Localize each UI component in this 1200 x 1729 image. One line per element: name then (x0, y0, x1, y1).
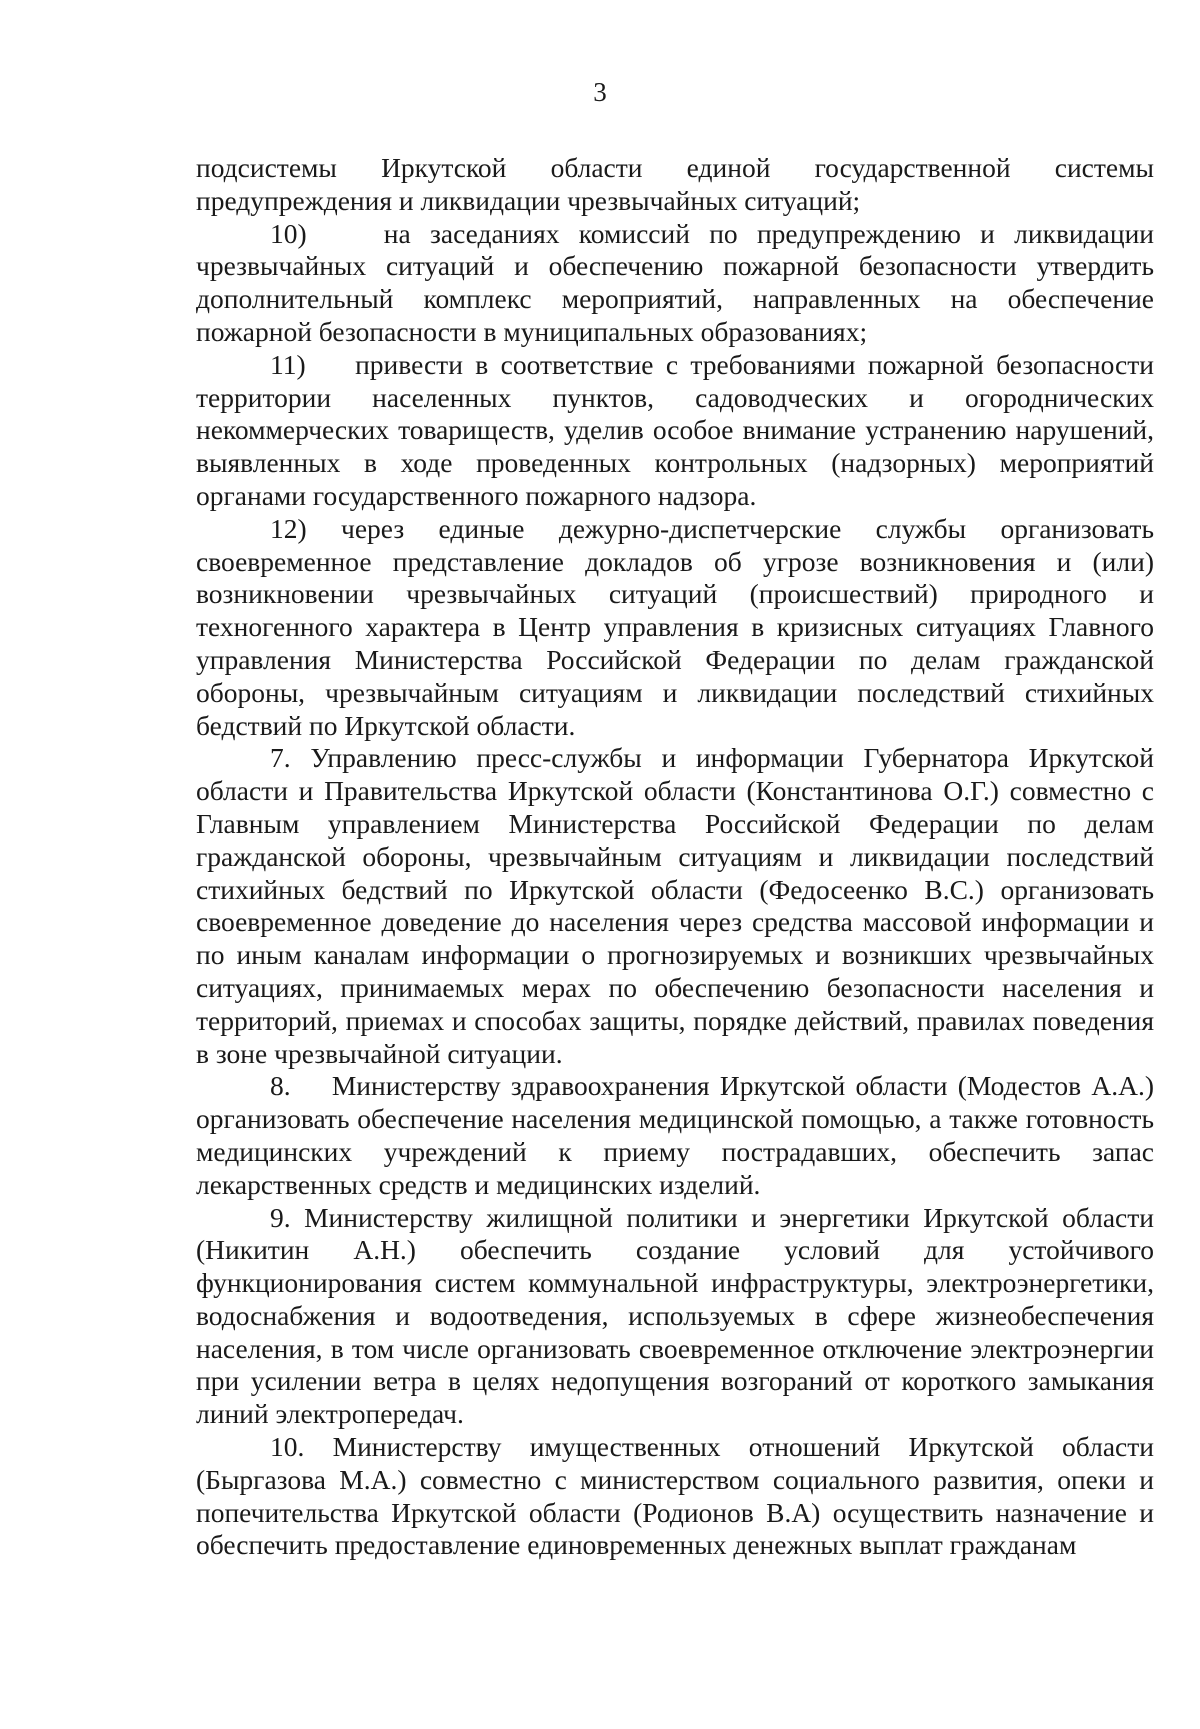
paragraph-continuation: подсистемы Иркутской области единой государственной системы предупреждения и ликвидации чрезвычайных ситуаций; (196, 152, 1154, 216)
page-number: 3 (593, 77, 607, 107)
paragraph-item-10: 10) на заседаниях комиссий по предупреждению и ликвидации чрезвычайных ситуаций и обеспечению пожарной безопасности утвердить дополнительный комплекс мероприятий, направленных на обеспечение пожарной безопасности в муниципальных образованиях; (196, 217, 1154, 347)
document-body (196, 152, 1154, 1562)
paragraph-section-7: 7. Управлению пресс-службы и информации Губернатора Иркутской области и Правительства Иркутской области (Константинова О.Г.) совместно с Главным управлением Министерства Российской Федерации по делам гражданской обороны, чрезвычайным ситуациям и ликвидации последствий стихийных бедствий по Иркутской области (Федосеенко В.С.) организовать своевременное доведение до населения через средства массовой информации и по иным каналам информации о прогнозируемых и возникших чрезвычайных ситуациях, принимаемых мерах по обеспечению безопасности населения и территорий, приемах и способах защиты, порядке действий, правилах поведения в зоне чрезвычайной ситуации. (196, 742, 1154, 1069)
paragraph-section-10: 10. Министерству имущественных отношений Иркутской области (Быргазова М.А.) совместно с министерством социального развития, опеки и попечительства Иркутской области (Родионов В.А) осуществить назначение и обеспечить предоставление единовременных денежных выплат гражданам (196, 1431, 1154, 1561)
paragraph-item-12: 12) через единые дежурно-диспетчерские службы организовать своевременное представление докладов об угрозе возникновения и (или) возникновении чрезвычайных ситуаций (происшествий) природного и техногенного характера в Центр управления в кризисных ситуациях Главного управления Министерства Российской Федерации по делам гражданской обороны, чрезвычайным ситуациям и ликвидации последствий стихийных бедствий по Иркутской области. (196, 512, 1154, 741)
paragraph-item-11: 11) привести в соответствие с требованиями пожарной безопасности территории населенных пунктов, садоводческих и огороднических некоммерческих товариществ, уделив особое внимание устранению нарушений, выявленных в ходе проведенных контрольных (надзорных) мероприятий органами государственного пожарного надзора. (196, 348, 1154, 511)
paragraph-section-8: 8. Министерству здравоохранения Иркутской области (Модестов А.А.) организовать обеспечение населения медицинской помощью, а также готовность медицинских учреждений к приему пострадавших, обеспечить запас лекарственных средств и медицинских изделий. (196, 1070, 1154, 1200)
paragraph-section-9: 9. Министерству жилищной политики и энергетики Иркутской области (Никитин А.Н.) обеспечить создание условий для устойчивого функционирования систем коммунальной инфраструктуры, электроэнергетики, водоснабжения и водоотведения, используемых в сфере жизнеобеспечения населения, в том числе организовать своевременное отключение электроэнергии при усилении ветра в целях недопущения возгораний от короткого замыкания линий электропередач. (196, 1201, 1154, 1430)
